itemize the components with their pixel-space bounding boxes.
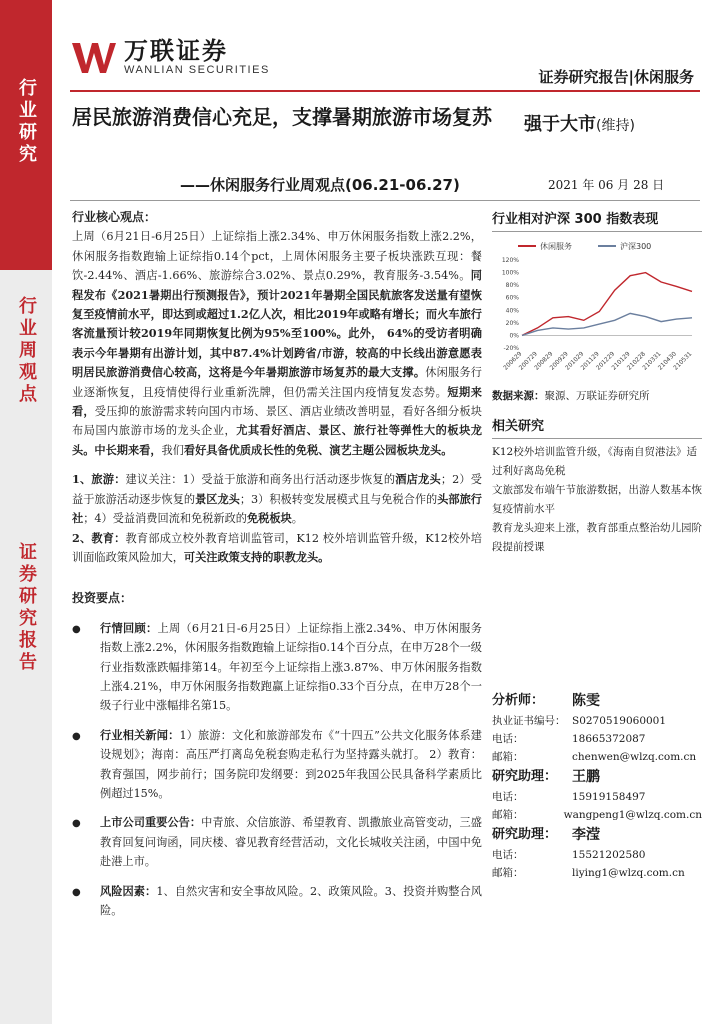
analyst-row bbox=[492, 806, 702, 824]
analyst-row bbox=[492, 690, 702, 712]
core-text-a: 上周（6月21日-6月25日）上证综指上涨2.34%、申万休闲服务指数上涨2.2%，休闲服务指数跑输上证综指0.14个pct，上周休闲服务主要子板块涨跌互现：餐饮-2.44%、酒店-1.66%、旅游综合3.02%、景点0.29%，教育服务-3.54%。 bbox=[72, 230, 482, 283]
core-paragraph bbox=[72, 227, 482, 460]
analyst-mail-label: 邮箱： bbox=[492, 867, 524, 879]
tourism-paragraph bbox=[72, 470, 482, 528]
related-list bbox=[492, 443, 702, 557]
rating-main: 强于大市 bbox=[524, 114, 596, 135]
analyst-row bbox=[492, 864, 702, 882]
analyst-mail[interactable]: chenwen@wlzq.com.cn bbox=[572, 751, 697, 763]
analyst-name: 王鹏 bbox=[572, 769, 600, 785]
bullet-text: 中青旅、众信旅游、希望教育、凯撒旅业高管变动，三盛教育回复问询函，同庆楼、睿见教育经营活动，文化长城收关注函，中国中免赴港上市。 bbox=[100, 816, 482, 869]
core-text-h: 看好具备优质成长性的免税、演艺主题公园板块龙头。 bbox=[183, 442, 453, 457]
related-item[interactable]: 文旅部发布端午节旅游数据，出游人数基本恢复疫情前水平 bbox=[492, 484, 702, 515]
y-tick-label: 60% bbox=[505, 294, 519, 302]
core-text-g: 我们 bbox=[161, 443, 184, 457]
tourism-text-6: 头部旅行社 bbox=[72, 491, 482, 526]
education-text-2: 可关注政策支持的职教龙头。 bbox=[183, 549, 330, 564]
invest-bullet bbox=[72, 882, 482, 921]
industry-rating bbox=[524, 110, 635, 136]
rating-sub: (维持) bbox=[596, 118, 635, 134]
core-heading: 行业核心观点： bbox=[72, 210, 157, 224]
tourism-text-8: 免税板块 bbox=[246, 511, 292, 526]
analyst-tel-label: 电话： bbox=[492, 791, 524, 803]
sidebar-block-report bbox=[0, 520, 52, 1024]
bullet-title: 上市公司重要公告： bbox=[100, 815, 202, 830]
analyst-row bbox=[492, 824, 702, 846]
x-tick-label: 200629 bbox=[502, 350, 524, 372]
y-tick-label: 40% bbox=[505, 307, 519, 315]
header-divider bbox=[70, 90, 700, 92]
education-text-1: 教育部成立校外教育培训监管司，K12 校外培训监管升级，K12校外培训面临政策风险加大， bbox=[72, 531, 482, 564]
analyst-mail-label: 邮箱： bbox=[492, 809, 524, 821]
invest-bullet bbox=[72, 726, 482, 804]
x-tick-label: 210228 bbox=[625, 350, 648, 372]
analyst-tel: 18665372087 bbox=[572, 733, 646, 745]
x-tick-label: 200929 bbox=[548, 350, 570, 372]
invest-bullet bbox=[72, 619, 482, 716]
analyst-mail[interactable]: wangpeng1@wlzq.com.cn bbox=[563, 809, 702, 821]
tourism-text-4: 景区龙头 bbox=[195, 491, 240, 506]
bullet-title: 行情回顾： bbox=[100, 620, 158, 635]
analyst-row bbox=[492, 766, 702, 788]
sidebar-label-top: 行业研究 bbox=[16, 78, 37, 166]
core-text-b: 同程发布《2021暑期出行预测报告》，预计2021年暑期全国民航旅客发送量有望恢复至疫情前水平，即达到或超过1.2亿人次，相比2019年或略有增长；而火车旅行客流量预计较2019年同期恢复比例为95%至100%。此外， 64%的受访者明确表示今年暑期有出游计划，其中87.4%计划跨省/市游，较高的中长线出游意愿表明居民旅游消费信心较高，这将是今年暑期旅游市场复苏的最大支撑。 bbox=[72, 268, 482, 380]
x-tick-label: 201129 bbox=[579, 350, 601, 372]
analyst-code-label: 执业证书编号： bbox=[492, 715, 566, 727]
tourism-text-9: 。 bbox=[291, 512, 303, 526]
legend-label: 休闲服务 bbox=[540, 242, 572, 251]
logo-english: WANLIAN SECURITIES bbox=[124, 64, 270, 76]
analyst-code: S0270519060001 bbox=[572, 715, 667, 727]
report-date: 2021 年 06 月 28 日 bbox=[548, 178, 665, 192]
legend-label: 沪深300 bbox=[620, 242, 652, 251]
y-tick-label: 100% bbox=[501, 269, 519, 277]
report-subtitle: ——休闲服务行业周观点(06.21-06.27) bbox=[180, 176, 460, 194]
bullet-title: 风险因素： bbox=[100, 883, 157, 898]
core-text-c: 休闲服务行业逐渐恢复，且疫情使得行业重新洗牌，但仍需关注国内疫情复发态势。 bbox=[72, 366, 482, 399]
y-tick-label: 120% bbox=[501, 257, 519, 264]
main-content bbox=[72, 208, 482, 930]
report-type: 证券研究报告|休闲服务 bbox=[538, 68, 694, 86]
related-heading: 相关研究 bbox=[492, 415, 702, 439]
tourism-text-3: ；2）受益于旅游活动逐步恢复的 bbox=[72, 473, 482, 506]
y-tick-label: -20% bbox=[503, 345, 519, 352]
analyst-tel-label: 电话： bbox=[492, 733, 524, 745]
logo-chinese: 万联证券 bbox=[124, 37, 228, 65]
analyst-mail[interactable]: liying1@wlzq.com.cn bbox=[572, 867, 685, 879]
analyst-tel-label: 电话： bbox=[492, 849, 524, 861]
analyst-mail-label: 邮箱： bbox=[492, 751, 524, 763]
tourism-text-5: ；3）积极转变发展模式且与免税合作的 bbox=[239, 492, 438, 506]
analyst-row bbox=[492, 846, 702, 864]
analyst-role: 研究助理： bbox=[492, 827, 558, 842]
related-item[interactable]: K12校外培训监管升级，《海南自贸港法》适过利好离岛免税 bbox=[492, 446, 697, 477]
bullet-title: 行业相关新闻： bbox=[100, 727, 180, 742]
core-text-f: 尤其看好酒店、景区、旅行社等弹性大的板块龙头。中长期来看， bbox=[72, 423, 482, 457]
related-item[interactable]: 教育龙头迎来上涨，教育部重点整治幼儿园阶段提前授课 bbox=[492, 522, 702, 553]
x-tick-label: 210430 bbox=[656, 350, 678, 372]
title-divider bbox=[70, 200, 700, 201]
invest-bullets bbox=[72, 619, 482, 921]
y-tick-label: 20% bbox=[505, 319, 519, 327]
education-paragraph bbox=[72, 529, 482, 568]
y-tick-label: 80% bbox=[505, 282, 519, 290]
analyst-tel: 15521202580 bbox=[572, 849, 646, 861]
bullet-dot-icon: ● bbox=[72, 623, 81, 635]
company-logo bbox=[70, 38, 270, 76]
sidebar-block-weekly bbox=[0, 270, 52, 520]
sidebar-block-industry-research bbox=[0, 0, 52, 270]
right-column bbox=[492, 208, 702, 557]
bullet-text: 1）旅游：文化和旅游部发布《“十四五”公共文化服务体系建设规划》；海南：高压严打离岛免税套购走私行为坚持露头就打。 2）教育：教育强国，网步前行；国务院印发纲要：到2025年我国公民具备科学素质比例超过15%。 bbox=[100, 728, 482, 800]
core-text-d: 短期来看， bbox=[72, 384, 482, 419]
analyst-block bbox=[492, 690, 702, 882]
chart-source bbox=[492, 388, 702, 403]
bullet-text: 1、自然灾害和安全事故风险。2、政策风险。3、投资并购整合风险。 bbox=[100, 884, 482, 917]
tourism-text-2: 酒店龙头 bbox=[395, 472, 441, 487]
x-tick-label: 200729 bbox=[517, 350, 539, 372]
analyst-tel: 15919158497 bbox=[572, 791, 646, 803]
source-label: 数据来源： bbox=[492, 390, 545, 402]
bullet-dot-icon: ● bbox=[72, 818, 81, 830]
sidebar-label-bottom: 证券研究报告 bbox=[16, 542, 37, 674]
invest-heading: 投资要点： bbox=[72, 591, 133, 606]
x-tick-label: 201229 bbox=[594, 350, 617, 372]
core-text-e: 受压抑的旅游需求转向国内市场、景区、酒店业绩改善明显，看好各细分板块布局国内旅游市场的龙头企业， bbox=[72, 405, 482, 438]
analyst-role: 分析师： bbox=[492, 693, 545, 708]
bullet-text: 上周（6月21日-6月25日）上证综指上涨2.34%、申万休闲服务指数上涨2.2%，休闲服务指数跑输上证综指0.14个百分点，在申万28个一级行业指数涨跌幅排第14。年初至今上证综指上涨3.87%、申万休闲服务指数上涨4.21%，申万休闲服务指数跑赢上证综指0.33个百分点，在申万28个一级子行业中涨幅排名第15。 bbox=[100, 621, 482, 713]
tourism-text-7: ；4）受益消费回流和免税新政的 bbox=[83, 512, 247, 526]
y-tick-label: 0% bbox=[509, 332, 519, 340]
analyst-row bbox=[492, 712, 702, 730]
analyst-role: 研究助理： bbox=[492, 769, 558, 784]
analyst-row bbox=[492, 730, 702, 748]
x-tick-label: 210331 bbox=[641, 350, 663, 372]
series-line bbox=[522, 273, 692, 336]
index-chart-svg bbox=[492, 236, 702, 386]
x-tick-label: 210129 bbox=[610, 350, 632, 372]
chart-heading: 行业相对沪深 300 指数表现 bbox=[492, 208, 702, 232]
sidebar-label-mid: 行业周观点 bbox=[16, 296, 37, 406]
series-line bbox=[522, 313, 692, 335]
analyst-row bbox=[492, 788, 702, 806]
report-title: 居民旅游消费信心充足，支撑暑期旅游市场复苏 bbox=[72, 105, 492, 129]
bullet-dot-icon: ● bbox=[72, 886, 81, 898]
x-tick-label: 210531 bbox=[672, 350, 694, 372]
x-tick-label: 201029 bbox=[564, 350, 586, 372]
tourism-text-1: 建议关注：1）受益于旅游和商务出行活动逐步恢复的 bbox=[125, 473, 396, 487]
education-label: 2、教育： bbox=[72, 530, 126, 545]
bullet-dot-icon: ● bbox=[72, 730, 81, 742]
invest-bullet bbox=[72, 813, 482, 871]
wanlian-logo-icon bbox=[70, 39, 118, 75]
left-sidebar bbox=[0, 0, 52, 1024]
index-chart bbox=[492, 236, 702, 386]
analyst-row bbox=[492, 748, 702, 766]
source-text: 聚源、万联证券研究所 bbox=[544, 390, 650, 402]
tourism-label: 1、旅游： bbox=[72, 472, 126, 487]
analyst-name: 李滢 bbox=[572, 827, 600, 843]
analyst-name: 陈雯 bbox=[572, 693, 600, 709]
x-tick-label: 200829 bbox=[533, 350, 555, 372]
